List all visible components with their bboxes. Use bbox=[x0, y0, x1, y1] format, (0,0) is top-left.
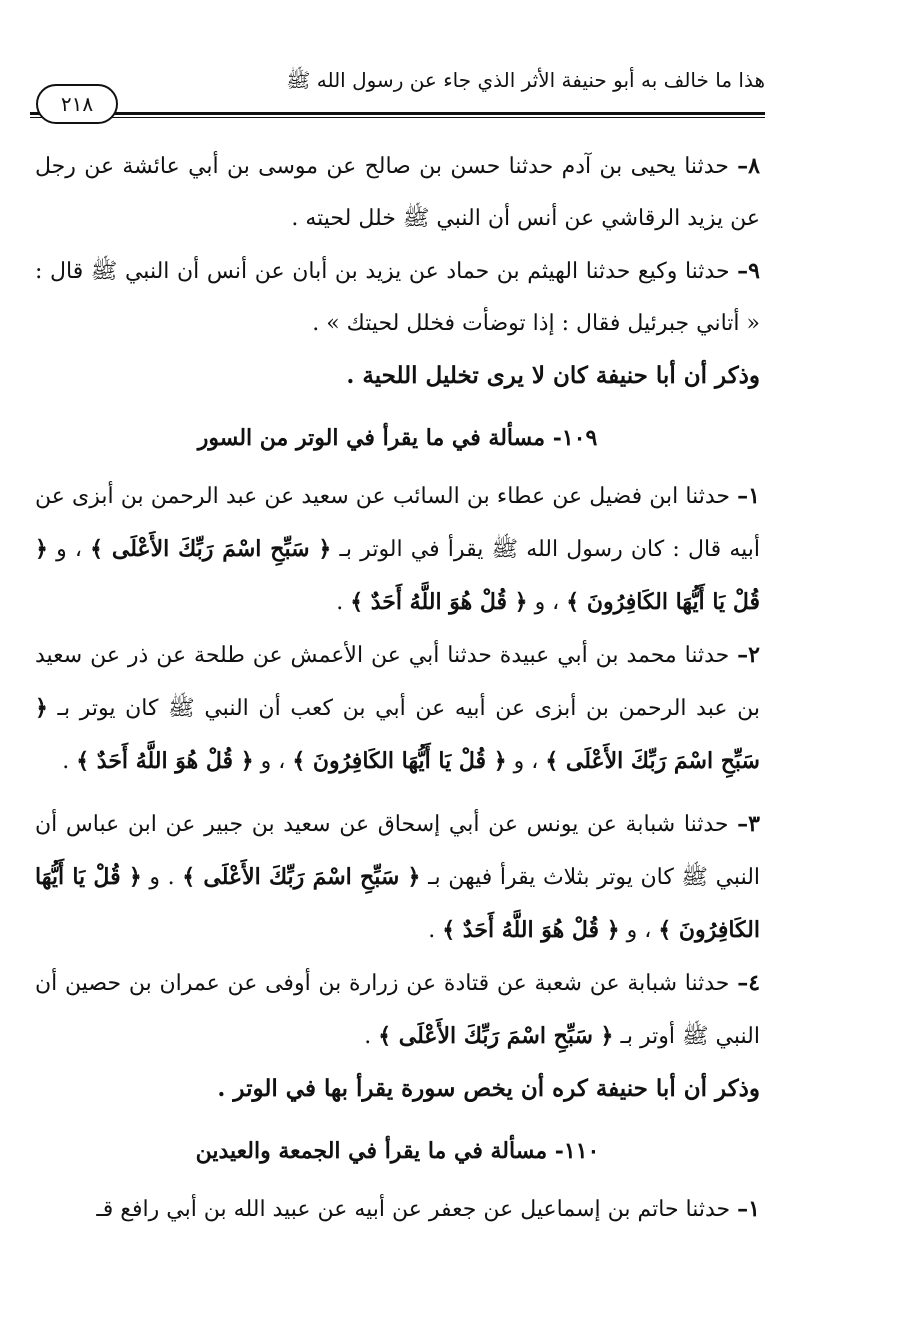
hadith-8 bbox=[35, 140, 760, 245]
page-body bbox=[35, 140, 760, 1236]
separator: ، و bbox=[534, 590, 560, 615]
end-mark: . bbox=[62, 749, 70, 774]
page-number: ٢١٨ bbox=[36, 84, 118, 124]
running-title: هذا ما خالف به أبو حنيفة الأثر الذي جاء عن رسول الله ﷺ bbox=[286, 68, 765, 92]
separator: . و bbox=[149, 865, 175, 890]
quran-quote: ﴿ سَبِّحِ اسْمَ رَبِّكَ الأَعْلَى ﴾ bbox=[378, 1023, 614, 1049]
quran-quote: ﴿ سَبِّحِ اسْمَ رَبِّكَ الأَعْلَى ﴾ bbox=[182, 864, 421, 890]
spacer bbox=[35, 788, 760, 798]
quran-quote: ﴿ قُلْ يَا أَيُّهَا الكَافِرُونَ ﴾ bbox=[35, 536, 760, 615]
abu-hanifa-statement: وذكر أن أبا حنيفة كره أن يخص سورة يقرأ بها في الوتر . bbox=[217, 1075, 760, 1102]
quran-quote: ﴿ قُلْ هُوَ اللَّهُ أَحَدٌ ﴾ bbox=[76, 748, 254, 774]
quran-quote: ﴿ قُلْ هُوَ اللَّهُ أَحَدٌ ﴾ bbox=[442, 917, 620, 943]
end-mark: . bbox=[364, 1024, 372, 1049]
hadith-number: ٣– bbox=[737, 811, 760, 837]
section-heading-109: ١٠٩- مسألة في ما يقرأ في الوتر من السور bbox=[197, 425, 598, 451]
header-rule bbox=[30, 112, 765, 115]
hadith-number: ١– bbox=[737, 1196, 760, 1222]
hadith-number: ٢– bbox=[737, 642, 760, 668]
hadith-number: ١– bbox=[737, 483, 760, 509]
hadith-text: حدثنا ابن فضيل عن عطاء بن السائب عن سعيد عن عبد الرحمن بن أبزى عن أبيه قال : كان رسول الله ﷺ يقرأ في الوتر بـ bbox=[35, 484, 760, 562]
hadith-text: حدثنا محمد بن أبي عبيدة حدثنا أبي عن الأعمش عن طلحة عن ذر عن سعيد بن عبد الرحمن بن أبزى عن أبيه عن أبي بن كعب أن النبي ﷺ كان يوتر بـ bbox=[35, 643, 760, 721]
separator: ، و bbox=[626, 918, 652, 943]
hadith-text: حدثنا شبابة عن شعبة عن قتادة عن زرارة بن أوفى عن عمران بن حصين أن النبي ﷺ أوتر بـ bbox=[35, 971, 760, 1049]
hadith-109-3 bbox=[35, 798, 760, 957]
hadith-text: حدثنا وكيع حدثنا الهيثم بن حماد عن يزيد بن أبان عن أنس أن النبي ﷺ قال : « أتاني جبرئيل فقال : إذا توضأت فخلل لحيتك » . bbox=[35, 259, 760, 336]
quran-quote: ﴿ سَبِّحِ اسْمَ رَبِّكَ الأَعْلَى ﴾ bbox=[35, 695, 760, 774]
page-header bbox=[30, 60, 765, 120]
separator: ، و bbox=[56, 537, 82, 562]
hadith-9 bbox=[35, 245, 760, 350]
quran-quote: ﴿ قُلْ يَا أَيُّهَا الكَافِرُونَ ﴾ bbox=[292, 748, 507, 774]
section-heading-110: ١١٠- مسألة في ما يقرأ في الجمعة والعيدين bbox=[195, 1138, 600, 1164]
hadith-number: ٩– bbox=[737, 258, 760, 284]
hadith-number: ٤– bbox=[737, 970, 761, 996]
separator: ، و bbox=[260, 749, 286, 774]
hadith-number: ٨– bbox=[737, 153, 760, 179]
hadith-110-1 bbox=[35, 1183, 760, 1236]
hadith-109-1 bbox=[35, 470, 760, 629]
hadith-109-2 bbox=[35, 629, 760, 788]
quran-quote: ﴿ قُلْ يَا أَيُّهَا الكَافِرُونَ ﴾ bbox=[35, 864, 760, 943]
hadith-text: حدثنا شبابة عن يونس عن أبي إسحاق عن سعيد بن جبير عن ابن عباس أن النبي ﷺ كان يوتر بثلاث يقرأ فيهن بـ bbox=[35, 812, 761, 890]
quran-quote: ﴿ قُلْ هُوَ اللَّهُ أَحَدٌ ﴾ bbox=[350, 589, 528, 615]
hadith-text: حدثنا يحيى بن آدم حدثنا حسن بن صالح عن موسى بن أبي عائشة عن رجل عن يزيد الرقاشي عن أنس أن النبي ﷺ خلل لحيته . bbox=[35, 154, 760, 231]
hadith-109-4 bbox=[35, 957, 760, 1063]
separator: ، و bbox=[513, 749, 539, 774]
header-rule-thin bbox=[30, 117, 765, 118]
end-mark: . bbox=[428, 918, 436, 943]
end-mark: . bbox=[336, 590, 344, 615]
abu-hanifa-statement: وذكر أن أبا حنيفة كان لا يرى تخليل اللحية . bbox=[346, 362, 760, 389]
hadith-text: حدثنا حاتم بن إسماعيل عن جعفر عن أبيه عن عبيد الله بن أبي رافع قـ bbox=[96, 1197, 731, 1222]
quran-quote: ﴿ سَبِّحِ اسْمَ رَبِّكَ الأَعْلَى ﴾ bbox=[90, 536, 332, 562]
